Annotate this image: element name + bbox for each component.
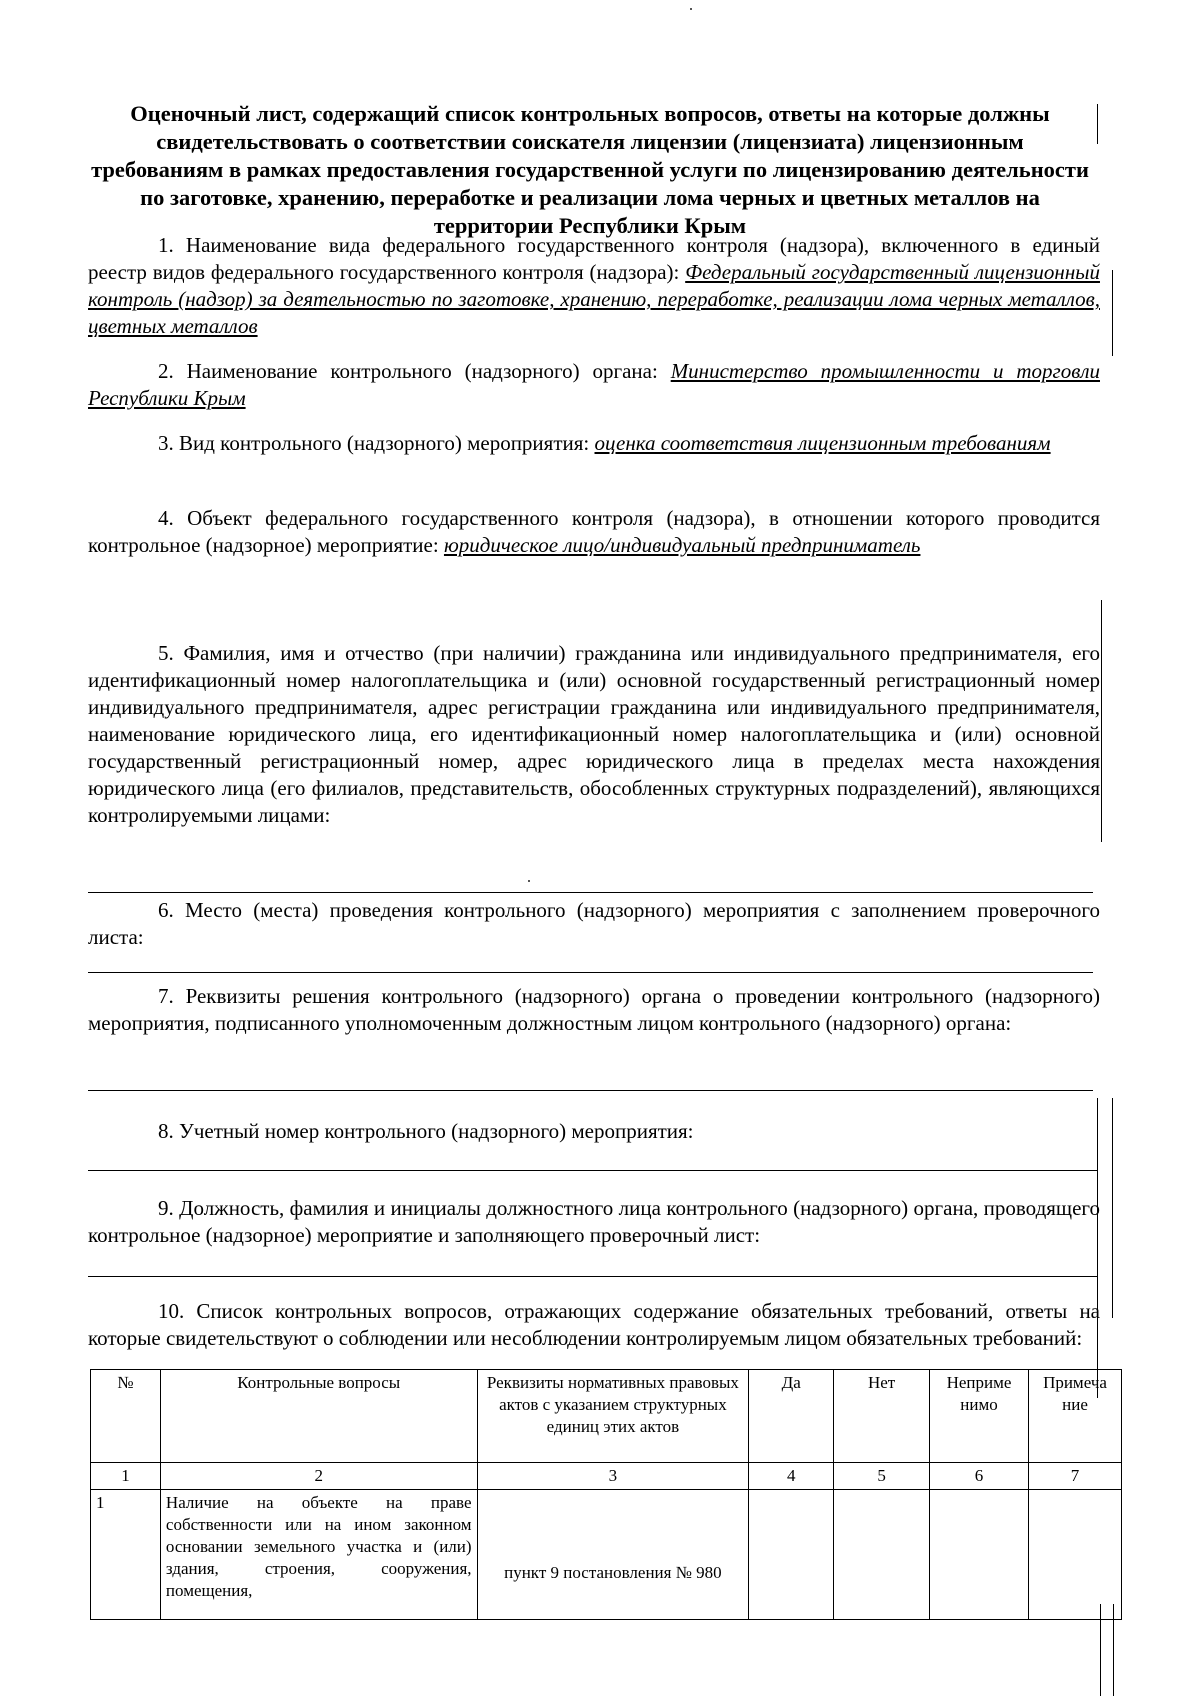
item-6: [88, 897, 1100, 951]
header-no: Нет: [834, 1370, 930, 1463]
item-9-text: Должность, фамилия и инициалы должностного лица контрольного (надзорного) органа, проводящего контрольное (надзорное) мероприятие и заполняющего проверочный лист:: [88, 1196, 1101, 1247]
item-2: [88, 358, 1100, 412]
row-answer-not-applicable[interactable]: [930, 1490, 1029, 1620]
item-5-text: Фамилия, имя и отчество (при наличии) гражданина или индивидуального предпринимателя, его идентификационный номер налогоплательщика и (или) основной государственный регистрационный номер индивидуального предпринимателя, адрес регистрации гражданина или индивидуального предпринимателя, наименование юридического лица, его идентификационный номер налогоплательщика и (или) основной государственный регистрационный номер, адрес юридического лица в пределах места нахождения юридического лица (его филиалов, представительств, обособленных структурных подразделений), являющихся контролируемыми лицами:: [88, 641, 1101, 827]
document-title: Оценочный лист, содержащий список контрольных вопросов, ответы на которые должны свидетельствовать о соответствии соискателя лицензии (лицензиата) лицензионным требованиям в рамках предоставления государственной услуги по лицензированию деятельности по заготовке, хранению, переработке и реализации лома черных и цветных металлов на территории Республики Крым: [91, 101, 1089, 238]
item-9-number: 9.: [158, 1196, 174, 1220]
item-9: [88, 1195, 1100, 1249]
column-number: 6: [930, 1463, 1029, 1490]
item-3-value: оценка соответствия лицензионным требованиям: [594, 431, 1051, 455]
row-answer-no[interactable]: [834, 1490, 930, 1620]
header-legal-acts: Реквизиты нормативных правовых актов с указанием структурных единиц этих актов: [477, 1370, 749, 1463]
item-1-value: Федеральный государственный лицензионный контроль (надзор) за деятельностью по заготовке, хранению, переработке, реализации лома черных металлов, цветных металлов: [88, 260, 1100, 338]
item-10: [88, 1298, 1100, 1352]
scan-line: [1112, 270, 1113, 356]
item-1-number: 1.: [158, 233, 174, 257]
row-legal-act: пункт 9 постановления № 980: [477, 1490, 749, 1620]
item-7-number: 7.: [158, 984, 174, 1008]
header-note: Примеча ние: [1029, 1370, 1122, 1463]
item-6-number: 6.: [158, 898, 174, 922]
header-questions: Контрольные вопросы: [160, 1370, 477, 1463]
column-number: 7: [1029, 1463, 1122, 1490]
item-8-number: 8.: [158, 1119, 174, 1143]
column-number: 3: [477, 1463, 749, 1490]
item-9-fill-line: [88, 1276, 1098, 1277]
column-number: 2: [160, 1463, 477, 1490]
item-4-value: юридическое лицо/индивидуальный предприниматель: [443, 533, 921, 557]
item-4: [88, 505, 1100, 559]
item-7-fill-line: [88, 1090, 1093, 1091]
table-row: [91, 1490, 1122, 1620]
column-number: 1: [91, 1463, 161, 1490]
item-3-number: 3.: [158, 431, 174, 455]
item-2-number: 2.: [158, 359, 174, 383]
row-answer-yes[interactable]: [749, 1490, 834, 1620]
item-7-text: Реквизиты решения контрольного (надзорного) органа о проведении контрольного (надзорного) мероприятия, подписанного уполномоченным должностным лицом контрольного (надзорного) органа:: [88, 984, 1100, 1035]
column-numbers-row: [91, 1463, 1122, 1490]
item-3: [88, 430, 1100, 457]
scan-line: [1100, 1604, 1101, 1696]
scan-line: [1113, 1604, 1114, 1696]
item-6-text: Место (места) проведения контрольного (надзорного) мероприятия с заполнением проверочного листа:: [88, 898, 1100, 949]
item-2-value: Министерство промышленности и торговли Республики Крым: [88, 359, 1100, 410]
header-yes: Да: [749, 1370, 834, 1463]
item-2-text: Наименование контрольного (надзорного) органа:: [186, 359, 658, 383]
item-1: [88, 232, 1100, 340]
row-question: Наличие на объекте на праве собственности или на ином законном основании земельного участка и (или) здания, строения, сооружения, помещения,: [160, 1490, 477, 1620]
control-questions-table: [90, 1369, 1122, 1620]
column-number: 5: [834, 1463, 930, 1490]
scan-line: [1101, 600, 1102, 842]
item-4-number: 4.: [158, 506, 174, 530]
scan-line: [1097, 104, 1098, 144]
item-8-text: Учетный номер контрольного (надзорного) мероприятия:: [179, 1119, 694, 1143]
item-5: [88, 640, 1100, 829]
item-3-text: Вид контрольного (надзорного) мероприятия:: [179, 431, 590, 455]
scan-speck: [528, 880, 530, 882]
row-number: 1: [91, 1490, 161, 1620]
scan-line: [1097, 1098, 1098, 1398]
item-4-text: Объект федерального государственного контроля (надзора), в отношении которого проводится контрольное (надзорное) мероприятие:: [88, 506, 1100, 557]
item-10-number: 10.: [158, 1299, 185, 1323]
scan-line: [1112, 1098, 1113, 1318]
item-5-number: 5.: [158, 641, 174, 665]
item-8-fill-line: [88, 1170, 1098, 1171]
item-8: [88, 1118, 1100, 1145]
item-5-fill-line: [88, 892, 1093, 893]
row-note[interactable]: [1029, 1490, 1122, 1620]
item-7: [88, 983, 1100, 1037]
item-1-text: Наименование вида федерального государственного контроля (надзора), включенного в единый реестр видов федерального государственного контроля (надзора):: [88, 233, 1100, 284]
header-not-applicable: Неприме нимо: [930, 1370, 1029, 1463]
scan-speck: [690, 8, 692, 10]
item-6-fill-line: [88, 972, 1093, 973]
item-10-text: Список контрольных вопросов, отражающих содержание обязательных требований, ответы на которые свидетельствуют о соблюдении или несоблюдении контролируемым лицом обязательных требований:: [88, 1299, 1101, 1350]
column-number: 4: [749, 1463, 834, 1490]
table-header-row: [91, 1370, 1122, 1463]
header-number: №: [91, 1370, 161, 1463]
